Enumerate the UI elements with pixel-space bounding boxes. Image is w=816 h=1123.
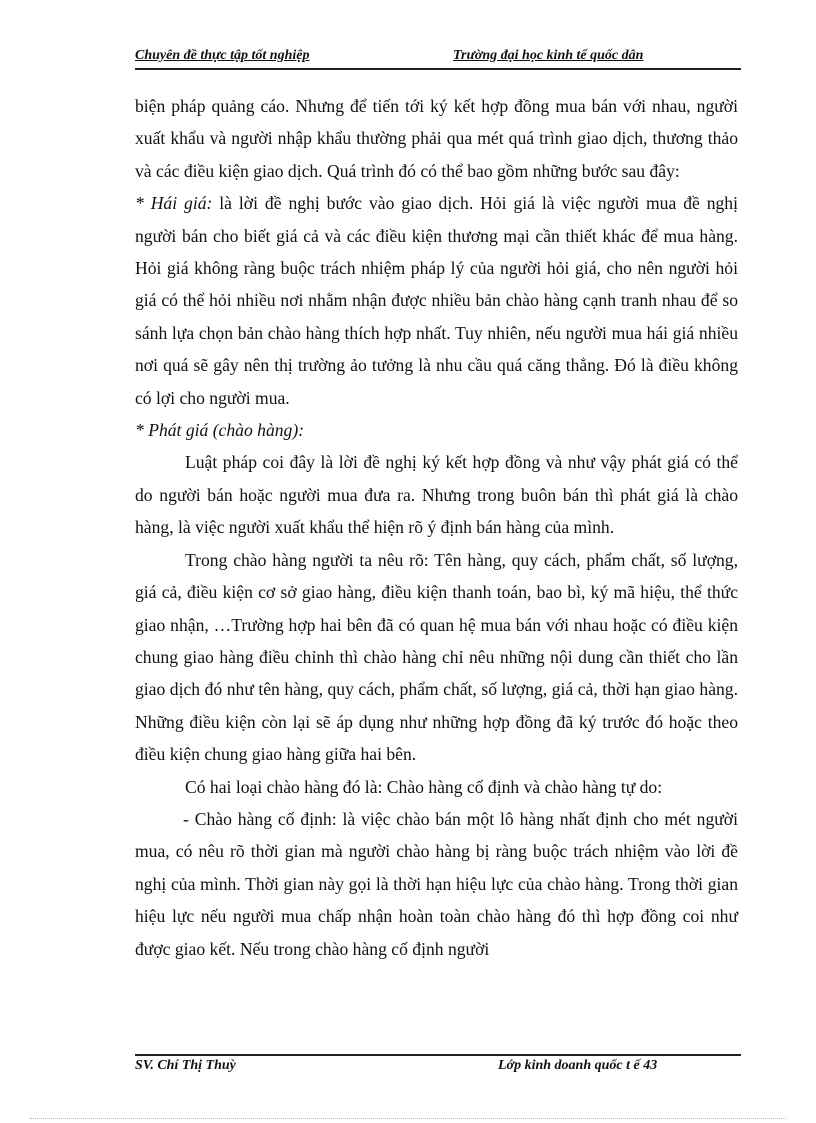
paragraph-luat-phap: Luật pháp coi đây là lời đề nghị ký kết hợp đồng và như vậy phát giá có thể do người bán hoặc người mua đưa ra. Nhưng trong buôn bán thì phát giá là chào hàng, là việc người xuất khẩu thể hiện rõ ý định bán hàng của mình. xyxy=(135,452,738,538)
footer-class: Lớp kinh doanh quốc t ế 43 xyxy=(498,1058,658,1073)
paragraph-intro: biện pháp quảng cáo. Nhưng để tiến tới ký kết hợp đồng mua bán với nhau, người xuất khẩu và người nhập khẩu thường phải qua mét quá trình giao dịch, thương thảo và các điều kiện giao dịch. Quá trình đó có thể bao gồm những bước sau đây: xyxy=(135,96,738,181)
header-right-title: Trường đại học kinh tế quốc dân xyxy=(453,48,644,63)
phat-gia-heading: * Phát giá (chào hàng): xyxy=(135,420,305,441)
paragraph-chao-hang-co-dinh: - Chào hàng cố định: là việc chào bán một lô hàng nhất định cho mét người mua, có nêu rõ thời gian mà người chào hàng bị ràng buộc trách nhiệm vào lời đề nghị của mình. Thời gian này gọi là thời hạn hiệu lực của chào hàng. Trong thời gian hiệu lực nếu người mua chấp nhận hoàn toàn chào hàng đó thì hợp đồng coi như được giao kết. Nếu trong chào hàng cố định người xyxy=(135,808,738,959)
page-body xyxy=(135,90,738,965)
hoi-gia-label: * Hái giá: xyxy=(135,193,213,214)
paragraph-hoi-gia xyxy=(135,187,738,414)
page-header xyxy=(135,48,741,68)
paragraph-hai-loai: Có hai loại chào hàng đó là: Chào hàng cố định và chào hàng tự do: xyxy=(185,776,663,797)
page-bottom-edge xyxy=(30,1118,786,1119)
hoi-gia-text: là lời đề nghị bước vào giao dịch. Hỏi giá là việc người mua đề nghị người bán cho biết giá cả và các điều kiện thương mại cần thiết khác để mua hàng. Hỏi giá không ràng buộc trách nhiệm pháp lý của người hỏi giá, cho nên người hỏi giá có thể hỏi nhiều nơi nhằm nhận được nhiều bản chào hàng cạnh tranh nhau để so sánh lựa chọn bản chào hàng thích hợp nhất. Tuy nhiên, nếu người mua hái giá nhiều nơi quá sẽ gây nên thị trường ảo tưởng là nhu cầu quá căng thẳng. Đó là điều không có lợi cho người mua. xyxy=(135,193,738,408)
footer-student: SV. Chí Thị Thuỳ xyxy=(135,1058,236,1073)
page-footer xyxy=(135,1058,741,1078)
footer-rule xyxy=(135,1054,741,1056)
paragraph-noi-dung-chao-hang: Trong chào hàng người ta nêu rõ: Tên hàng, quy cách, phẩm chất, số lượng, giá cả, điều kiện cơ sở giao hàng, điều kiện thanh toán, bao bì, ký mã hiệu, thể thức giao nhận, …Trường hợp hai bên đã có quan hệ mua bán với nhau hoặc có điều kiện chung giao hàng điều chỉnh thì chào hàng chỉ nêu những nội dung cần thiết cho lần giao dịch đó như tên hàng, quy cách, phẩm chất, số lượng, giá cả, thời hạn giao hàng. Những điều kiện còn lại sẽ áp dụng như những hợp đồng đã ký trước đó hoặc theo điều kiện chung giao hàng giữa hai bên. xyxy=(135,549,738,765)
header-rule xyxy=(135,68,741,70)
header-left-title: Chuyên đề thực tập tốt nghiệp xyxy=(135,48,310,63)
